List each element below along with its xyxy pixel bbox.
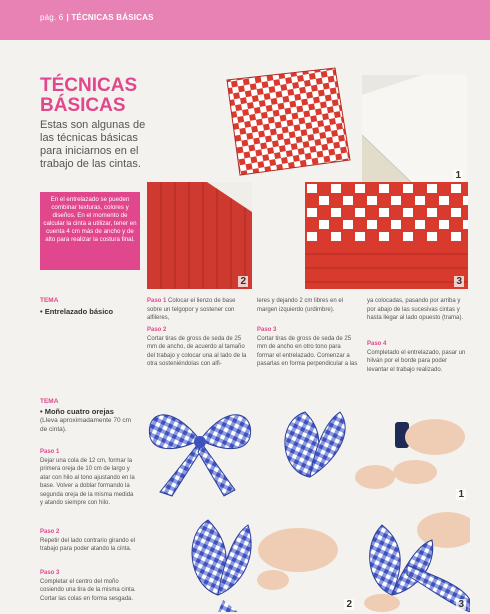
section-label: TÉCNICAS BÁSICAS [71,13,154,22]
header-text: pág. 6 | TÉCNICAS BÁSICAS [40,13,154,22]
bow-illustration-2 [265,392,470,502]
bow-photo-4 [362,505,470,612]
s1-step2-label: Paso 2 [147,327,167,333]
photo-number-2: 2 [240,276,246,287]
section1-tag: TEMA [40,297,59,304]
photo-number-b2: 2 [346,599,352,610]
s1-step4-text: Completado el entrelazado, pasar un hilván por el borde para poder levantar el trabajo realizado. [367,349,466,373]
s2-step3 [40,569,138,603]
bow-photo-2 [265,392,470,502]
section2-name: • Moño cuatro orejas [40,407,114,416]
photo-number-b1: 1 [458,489,464,500]
photo-number-3: 3 [456,276,462,287]
header-bar [0,0,490,40]
s1-step3 [257,326,359,369]
photo-number-b3: 3 [458,599,464,610]
bow-photo-1 [140,392,260,500]
checker-weave-illustration [215,60,357,180]
s2-step3-text: Completar el centro del moño cosiendo una tira de la misma cinta. Cortar las colas en forma sesgada. [40,578,136,602]
title-line1: TÉCNICAS [40,75,138,96]
bow-illustration-1 [140,392,260,500]
s1-step2-cont: leres y dejando 2 cm libres en el margen izquierdo (urdimbre). [257,298,344,313]
weaving-progress-photo [305,182,468,289]
page-title [40,76,190,116]
s1-step4 [367,340,467,374]
s2-step3-label: Paso 3 [40,570,60,576]
bow-illustration-3 [178,505,358,612]
s2-step2-text: Repetir del lado contrario girando el trabajo para poder atando la cinta. [40,537,136,552]
section1-name: • Entrelazado básico [40,307,114,316]
weaving-progress-illustration [305,182,468,289]
s1-step4-label: Paso 4 [367,341,387,347]
checker-weave-photo [215,60,357,180]
s1-step1-label: Paso 1 [147,298,167,304]
s2-step1-label: Paso 1 [40,449,60,455]
title-line2: BÁSICAS [40,95,126,116]
tip-box: En el entrelazado se pueden combinar texturas, colores y diseños. En el momento de calcular la cinta a utilizar, tener en cuenta 4 cm más de ancho y de alto para realizar la costura final. [40,192,140,270]
bow-photo-3 [178,505,358,612]
s2-step1 [40,448,138,508]
s1-step3-text: Cortar tiras de gross de seda de 25 mm de ancho en otro tono para formar el entrelazado. Comenzar a pasarlas en forma perpendicular a las [257,335,358,367]
s2-step2-label: Paso 2 [40,529,60,535]
s1-step1 [147,297,249,323]
s2-step1-text: Dejar una cola de 12 cm, formar la primera oreja de 10 cm de largo y atar con hilo al tono ajustando en la base. Volver a doblar formando la segunda oreja de la misma medida y atando siempre con hilo. [40,457,135,506]
intro-text: Estas son algunas de las técnicas básicas para iniciarnos en el trabajo de las cintas. [40,119,146,170]
s2-step2 [40,528,138,554]
page-label: pág. 6 [40,13,64,22]
s1-step3-cont: ya colocadas, pasando por arriba y por abajo de las sucesivas cintas y hasta llegar al lado opuesto (trama). [367,298,464,321]
section2-subtitle: (Lleva aproximadamente 70 cm de cinta). [40,417,132,433]
s1-step2 [147,326,249,369]
bow-illustration-4 [362,505,470,612]
s1-step1-text: Colocar el lienzo de base sobre un telgopor y sostener con alfileres, [147,298,236,321]
red-strips-illustration [147,182,252,289]
red-strips-photo [147,182,252,289]
s1-step3-label: Paso 3 [257,327,277,333]
fabric-base-photo [362,75,467,183]
photo-number-1: 1 [455,170,461,181]
s1-step2-text: Cortar tiras de gross de seda de 25 mm de ancho, de acuerdo al tamaño del trabajo y colocar una al lado de la otra sosteniéndolas con alfi- [147,335,247,367]
fabric-base-illustration [362,75,467,183]
section2-tag: TEMA [40,398,59,405]
